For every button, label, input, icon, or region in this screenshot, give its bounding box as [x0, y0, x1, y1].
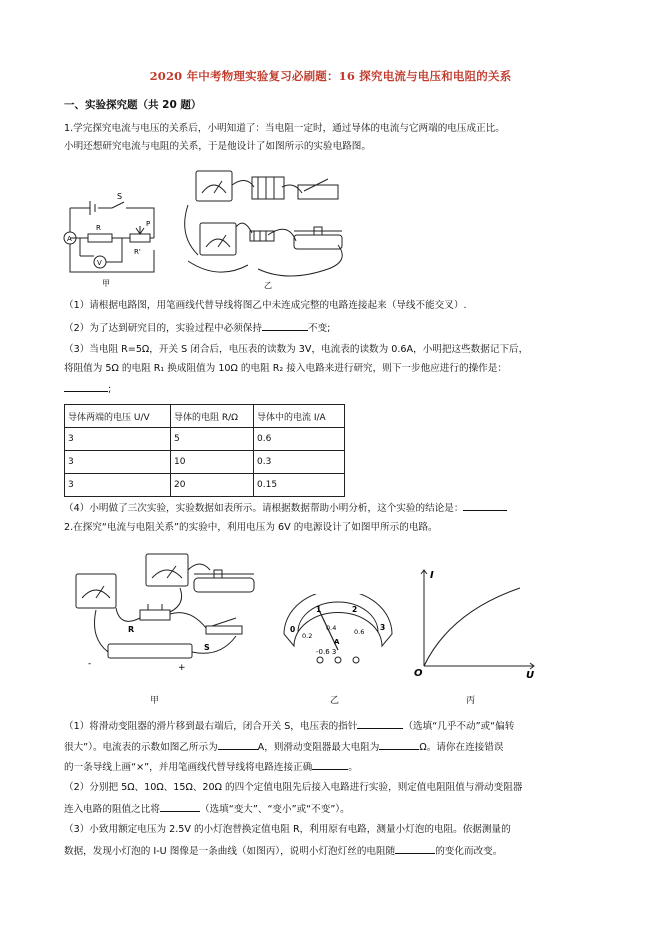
- dial-scale-3: 3: [380, 623, 386, 632]
- q2-sub1-text-f: 的一条导线上画“×”，并用笔画线代替导线将电路连接正确: [64, 762, 313, 773]
- q1-circuit-diagram: [62, 190, 170, 288]
- q1-sub4-text: （4）小明做了三次实验，实验数据如表所示。请根据数据帮助小明分析，这个实验的结论是：: [64, 503, 464, 514]
- graph-axis-I: I: [430, 570, 434, 581]
- q2-sub3-text-b: 数据，发现小灯泡的 I-U 图像是一条曲线（如图丙），说明小灯泡灯丝的电阻随: [64, 846, 396, 857]
- q1-sub3-line2: 将阻值为 5Ω 的电阻 R₁ 换成阻值为 10Ω 的电阻 R₂ 接入电路来进行研究，则下一步他应进行的操作是：: [64, 363, 507, 374]
- q2-sub1-text-c: 很大”）。电流表的示数如图乙所示为: [64, 742, 218, 753]
- q2-sub1-blank-3[interactable]: [379, 739, 419, 750]
- dial-scale-02: 0.2: [302, 632, 313, 640]
- q1-intro-line1: 1.学完探究电流与电压的关系后，小明知道了：当电阻一定时，通过导体的电流与它两端的电压成正比。: [64, 123, 505, 134]
- q1-sub1: （1）请根据电路图，用笔画线代替导线将图乙中未连成完整的电路连接起来（导线不能交叉）.: [64, 300, 467, 311]
- graph-axis-U: U: [526, 670, 535, 680]
- document-title: 2020 年中考物理实验复习必刷题：16 探究电流与电压和电阻的关系: [149, 69, 512, 83]
- q1-label-S: S: [117, 192, 123, 201]
- q1-sub2: [64, 320, 330, 335]
- q2-sub1-text-e: Ω。请你在连接错误: [419, 742, 504, 753]
- table-header-resistance: 导体的电阻 R/Ω: [171, 405, 254, 428]
- q1-sub3-tail: ;: [108, 384, 112, 395]
- q1-sub2-text-a: （2）为了达到研究目的，实验过程中必须保持: [64, 323, 262, 334]
- table-cell: 0.6: [254, 428, 345, 451]
- q2-sub2-line1: （2）分别把 5Ω、10Ω、15Ω、20Ω 的四个定值电阻先后接入电路进行实验，则定值电阻阻值与滑动变阻器: [64, 782, 523, 793]
- q2-intro: 2.在探究“电流与电阻关系”的实验中，利用电压为 6V 的电源设计了如图甲所示的电路。: [64, 522, 438, 533]
- q2-label-S: S: [204, 643, 210, 652]
- q2-sub3-blank[interactable]: [395, 843, 435, 854]
- table-cell: 3: [65, 474, 171, 497]
- q2-sub3-line1: （3）小致用额定电压为 2.5V 的小灯泡替换定值电阻 R，利用原有电路，测量小灯泡的电阻。依据测量的: [64, 824, 511, 835]
- q2-sub3-line2: [64, 843, 502, 858]
- q1-intro-line2: 小明还想研究电流与电阻的关系，于是他设计了如图所示的实验电路图。: [64, 141, 371, 152]
- q1-data-table: [64, 404, 345, 497]
- q2-sub2-blank[interactable]: [160, 801, 200, 812]
- dial-terminals: -0.6 3: [316, 648, 337, 656]
- q2-sub1-blank-1[interactable]: [357, 718, 403, 729]
- q1-apparatus-picture: [178, 165, 354, 293]
- q1-label-V: V: [97, 259, 102, 267]
- q1-sub4-blank[interactable]: [463, 500, 507, 511]
- q1-sub2-text-b: 不变;: [307, 323, 331, 334]
- table-header-row: [65, 405, 345, 428]
- q2-sub2-line2: [64, 801, 350, 816]
- q2-sub1-blank-2[interactable]: [218, 739, 258, 750]
- q2-sub3-text-c: 的变化而改变。: [435, 846, 503, 857]
- dial-label-A: A: [334, 638, 340, 646]
- q2-fig-bing: 丙: [466, 696, 476, 706]
- q2-sub1-line3: [64, 759, 358, 774]
- q1-sub3-blank[interactable]: [64, 381, 108, 392]
- table-cell: 0.3: [254, 451, 345, 474]
- table-header-voltage: 导体两端的电压 U/V: [65, 405, 171, 428]
- q2-label-minus: -: [88, 659, 92, 669]
- dial-scale-06: 0.6: [354, 628, 365, 636]
- table-cell: 0.15: [254, 474, 345, 497]
- dial-scale-04: 0.4: [326, 624, 337, 632]
- table-cell: 3: [65, 428, 171, 451]
- q2-sub1-blank-4[interactable]: [312, 759, 348, 770]
- q2-label-R: R: [128, 625, 135, 634]
- q1-label-R: R: [96, 224, 101, 232]
- q2-sub1-line2: [64, 739, 503, 754]
- q2-sub1-text-g: 。: [348, 762, 358, 773]
- q1-fig-jia: 甲: [102, 279, 110, 288]
- table-cell: 10: [171, 451, 254, 474]
- q1-fig-yi: 乙: [264, 281, 272, 290]
- q2-iu-graph: [410, 562, 540, 680]
- q1-sub3-answer: [64, 381, 111, 396]
- table-row: [65, 451, 345, 474]
- q2-fig-yi: 乙: [330, 696, 340, 706]
- q2-sub2-text-b: 连入电路的阻值之比将: [64, 804, 160, 815]
- table-row: [65, 428, 345, 451]
- table-row: [65, 474, 345, 497]
- q1-label-Rp: R': [134, 248, 141, 256]
- q2-sub1-text-a: （1）将滑动变阻器的滑片移到最右端后，闭合开关 S，电压表的指针: [64, 721, 358, 732]
- q2-sub1-text-b: （选填“几乎不动”或“偏转: [403, 721, 515, 732]
- q2-fig-jia: 甲: [150, 696, 160, 706]
- dial-scale-2: 2: [352, 605, 358, 614]
- table-cell: 3: [65, 451, 171, 474]
- q1-sub3-line1: （3）当电阻 R=5Ω，开关 S 闭合后，电压表的读数为 3V，电流表的读数为 0.6A，小明把这些数据记下后，: [64, 344, 529, 355]
- q2-apparatus-picture: [70, 548, 270, 674]
- q1-sub2-blank[interactable]: [262, 320, 308, 331]
- q2-ammeter-dial: [278, 594, 398, 674]
- table-cell: 5: [171, 428, 254, 451]
- q2-sub2-text-c: （选填“变大”、“变小”或“不变”）。: [199, 804, 350, 815]
- table-cell: 20: [171, 474, 254, 497]
- q1-label-P: P: [146, 220, 151, 228]
- graph-origin-O: O: [414, 668, 423, 679]
- q2-label-plus: +: [178, 663, 186, 673]
- section-heading: 一、实验探究题（共 20 题）: [64, 99, 202, 111]
- table-header-current: 导体中的电流 I/A: [254, 405, 345, 428]
- q2-sub1-text-d: A，则滑动变阻器最大电阻为: [257, 742, 380, 753]
- q1-label-A: A: [67, 235, 72, 243]
- dial-scale-1: 1: [316, 605, 322, 614]
- q2-sub1-line1: [64, 718, 514, 733]
- dial-scale-0: 0: [290, 625, 296, 634]
- q1-sub4: [64, 500, 507, 515]
